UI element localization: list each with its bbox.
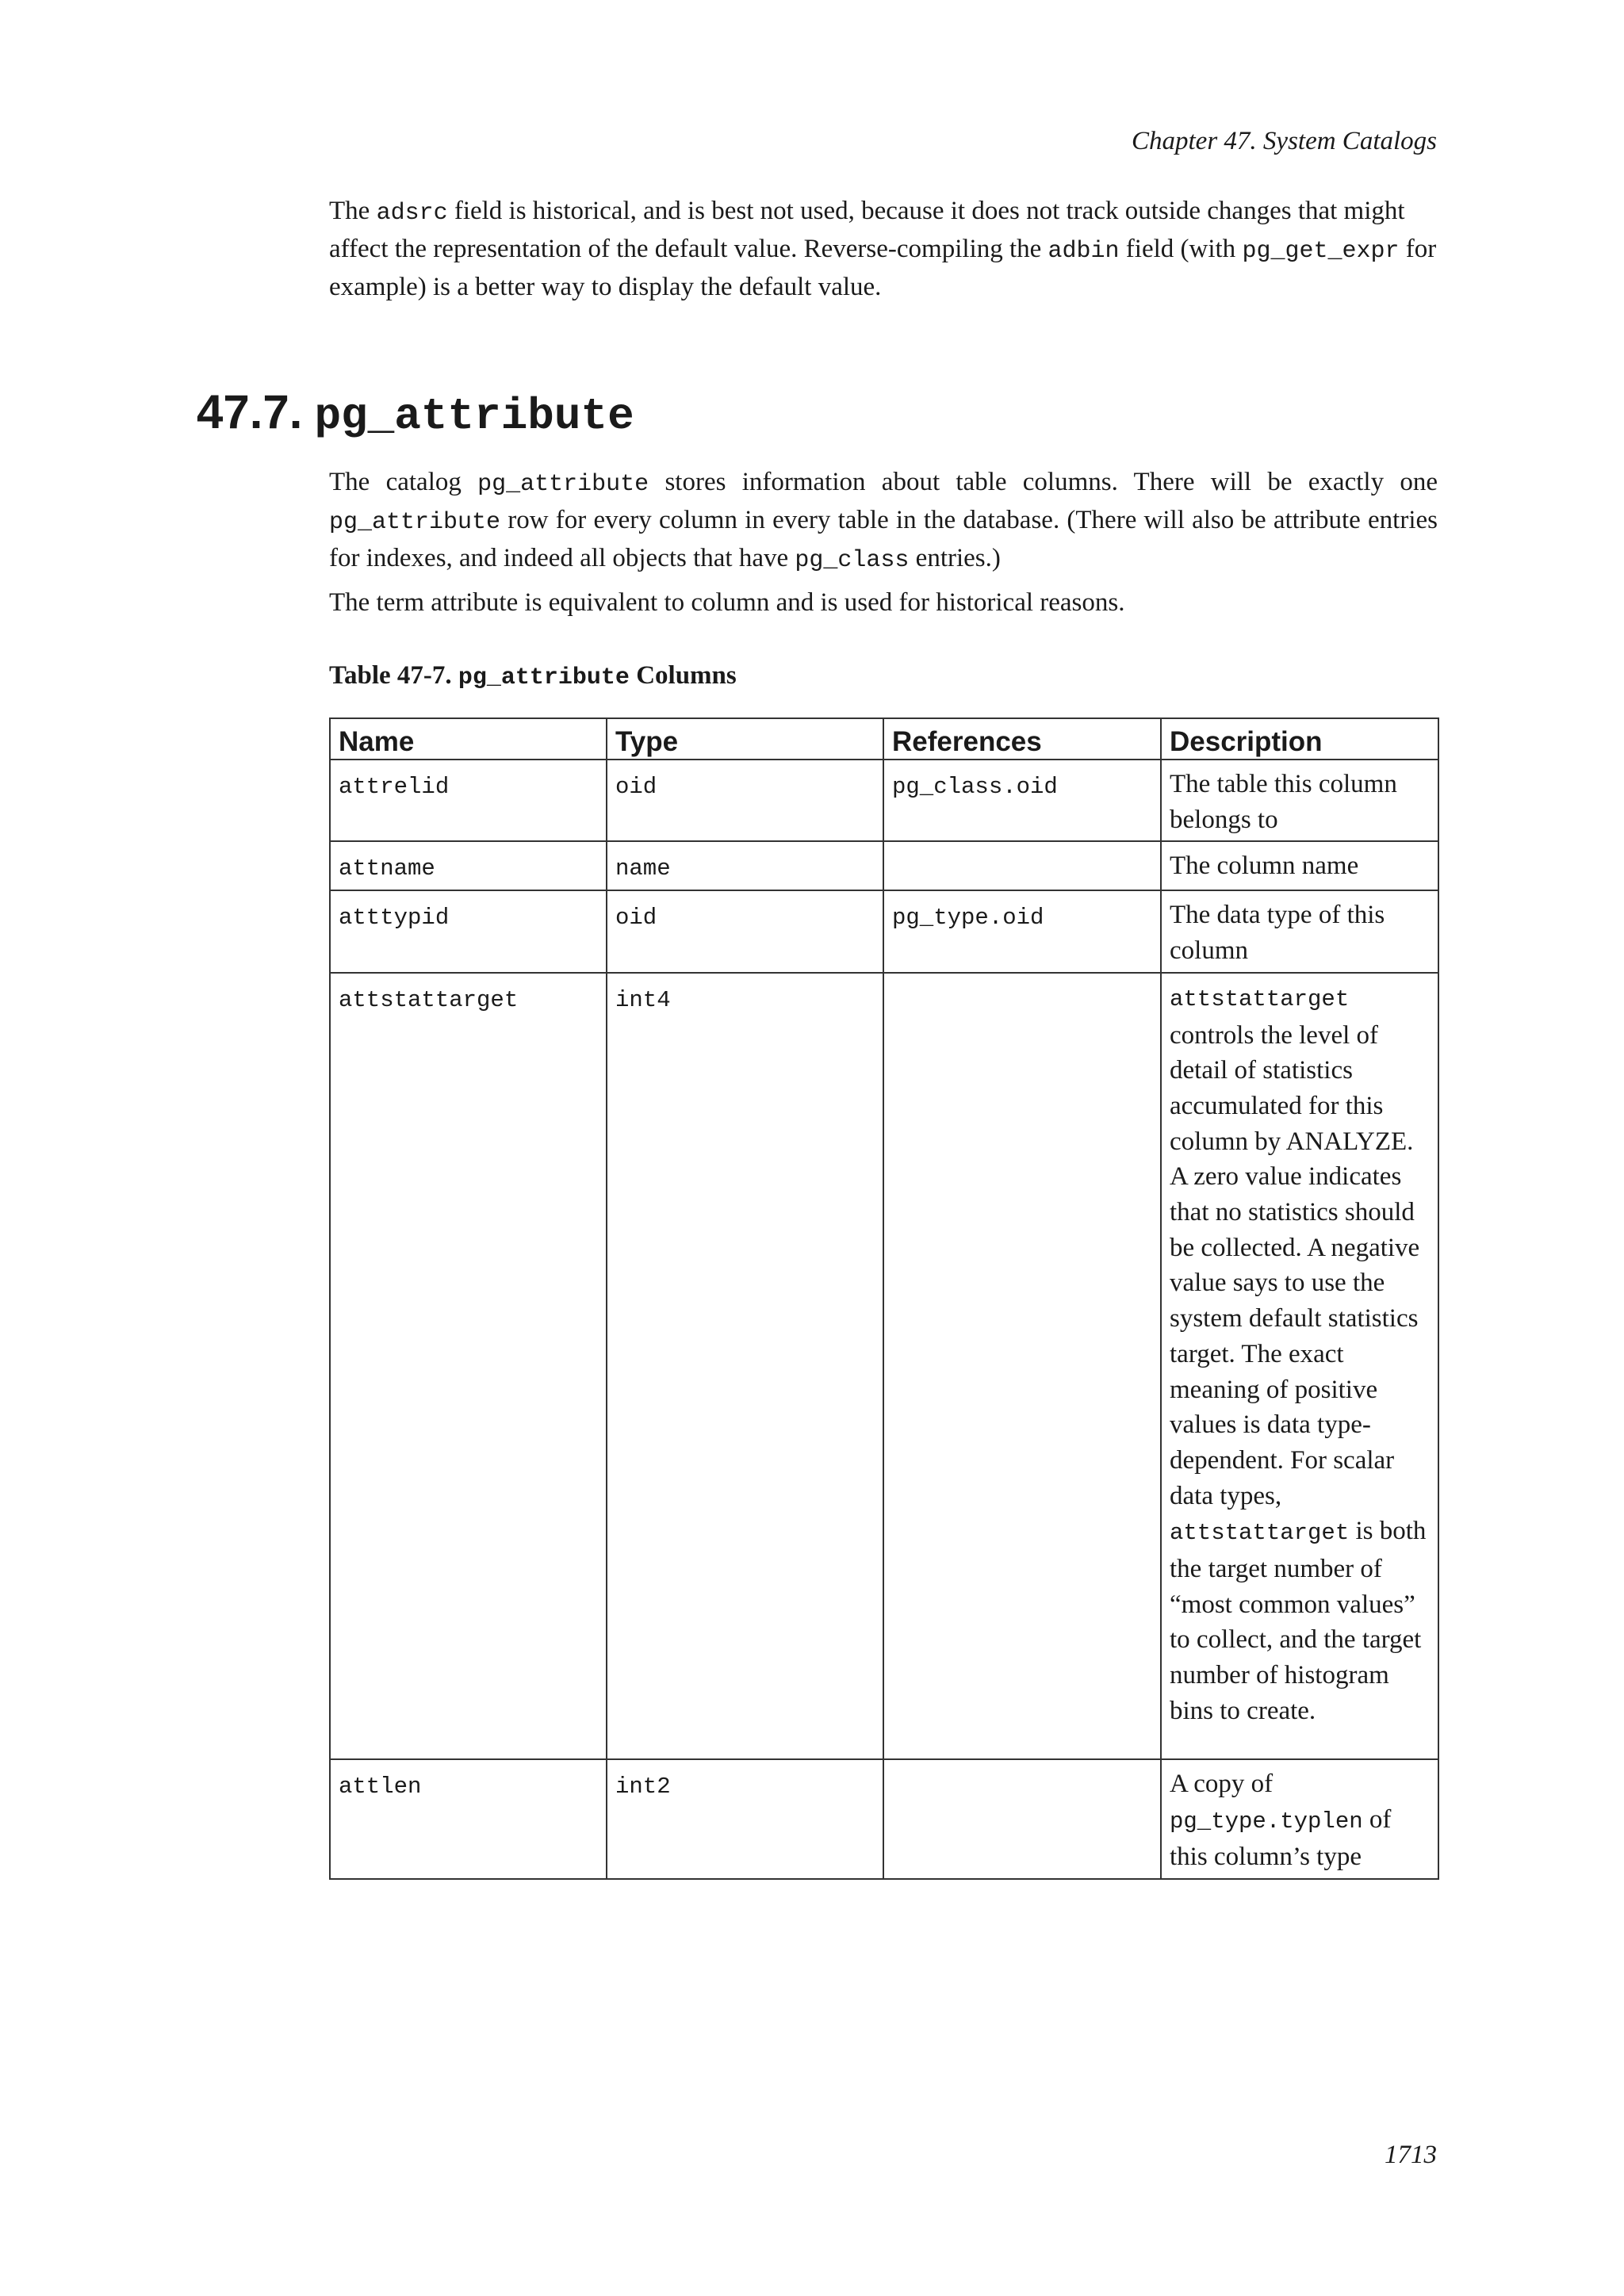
inline-code: attstattarget xyxy=(1170,1520,1350,1547)
cell-references xyxy=(883,1759,1161,1879)
inline-code: pg_attribute xyxy=(477,471,649,498)
cell-description xyxy=(1161,1759,1438,1879)
cell-type: oid xyxy=(607,890,883,972)
description-text: A copy of xyxy=(1170,1769,1274,1798)
table-title-suffix: Columns xyxy=(629,661,737,690)
section-title: pg_attribute xyxy=(314,391,634,442)
table-row xyxy=(330,890,1438,972)
description-text: controls the level of detail of statistics accumulated for this column by ANALYZE. A zero value indicates that no statistics should be collected. A negative value says to use the system default statistics target. The exact meaning of positive values is data type-dependent. For scalar data types, xyxy=(1170,1020,1420,1510)
cell-references xyxy=(883,841,1161,890)
section-number: 47.7. xyxy=(197,385,303,438)
cell-references: pg_type.oid xyxy=(883,890,1161,972)
inline-code: attstattarget xyxy=(1170,985,1350,1012)
header-type: Type xyxy=(607,718,883,760)
catalog-description xyxy=(329,465,1438,579)
body-text: stores information about table columns. There will be exactly one xyxy=(649,468,1438,496)
section-heading xyxy=(197,384,634,445)
inline-code: pg_type.typlen xyxy=(1170,1808,1363,1835)
cell-type: int2 xyxy=(607,1759,883,1879)
cell-description: The table this column belongs to xyxy=(1161,760,1438,841)
inline-code: pg_class xyxy=(795,547,910,574)
table-header-row xyxy=(330,718,1438,760)
cell-name: attstattarget xyxy=(330,973,607,1759)
cell-references xyxy=(883,973,1161,1759)
inline-code: adbin xyxy=(1048,238,1120,265)
cell-name: attrelid xyxy=(330,760,607,841)
header-description: Description xyxy=(1161,718,1438,760)
cell-description: The column name xyxy=(1161,841,1438,890)
intro-paragraph xyxy=(329,193,1438,305)
header-references: References xyxy=(883,718,1161,760)
cell-name: attlen xyxy=(330,1759,607,1879)
cell-type: int4 xyxy=(607,973,883,1759)
intro-text: for example) is a better way to display the default value. xyxy=(329,235,1437,301)
cell-description xyxy=(1161,973,1438,1759)
table-title-prefix: Table 47-7. xyxy=(329,661,458,690)
header-name: Name xyxy=(330,718,607,760)
table-row xyxy=(330,1759,1438,1879)
cell-name: atttypid xyxy=(330,890,607,972)
cell-type: oid xyxy=(607,760,883,841)
inline-code: pg_attribute xyxy=(329,509,501,536)
cell-references: pg_class.oid xyxy=(883,760,1161,841)
cell-name: attname xyxy=(330,841,607,890)
cell-type: name xyxy=(607,841,883,890)
body-text: The catalog xyxy=(329,468,478,496)
terminology-note: The term attribute is equivalent to column and is used for historical reasons. xyxy=(329,588,1125,617)
table-row xyxy=(330,841,1438,890)
table-title xyxy=(329,661,737,691)
intro-text: field (with xyxy=(1119,235,1243,263)
inline-code: pg_get_expr xyxy=(1242,238,1400,265)
cell-description: The data type of this column xyxy=(1161,890,1438,972)
description-text: of this column’s type xyxy=(1170,1804,1392,1872)
body-text: row for every column in every table in the database. (There will also be attribute entries for indexes, and indeed all objects that have xyxy=(329,506,1438,572)
intro-text: The xyxy=(329,197,377,225)
table-row xyxy=(330,760,1438,841)
table-title-code: pg_attribute xyxy=(458,664,630,691)
description-text: is both the target number of “most common values” to collect, and the target number of histogram bins to create. xyxy=(1170,1517,1427,1725)
page-number: 1713 xyxy=(1385,2141,1437,2169)
columns-table xyxy=(329,718,1439,1880)
running-head: Chapter 47. System Catalogs xyxy=(1132,127,1437,155)
table-row xyxy=(330,973,1438,1759)
inline-code: adsrc xyxy=(376,200,448,227)
intro-text: field is historical, and is best not used, because it does not track outside changes that might affect the representation of the default value. Reverse-compiling the xyxy=(329,197,1405,263)
body-text: entries.) xyxy=(909,544,1001,572)
